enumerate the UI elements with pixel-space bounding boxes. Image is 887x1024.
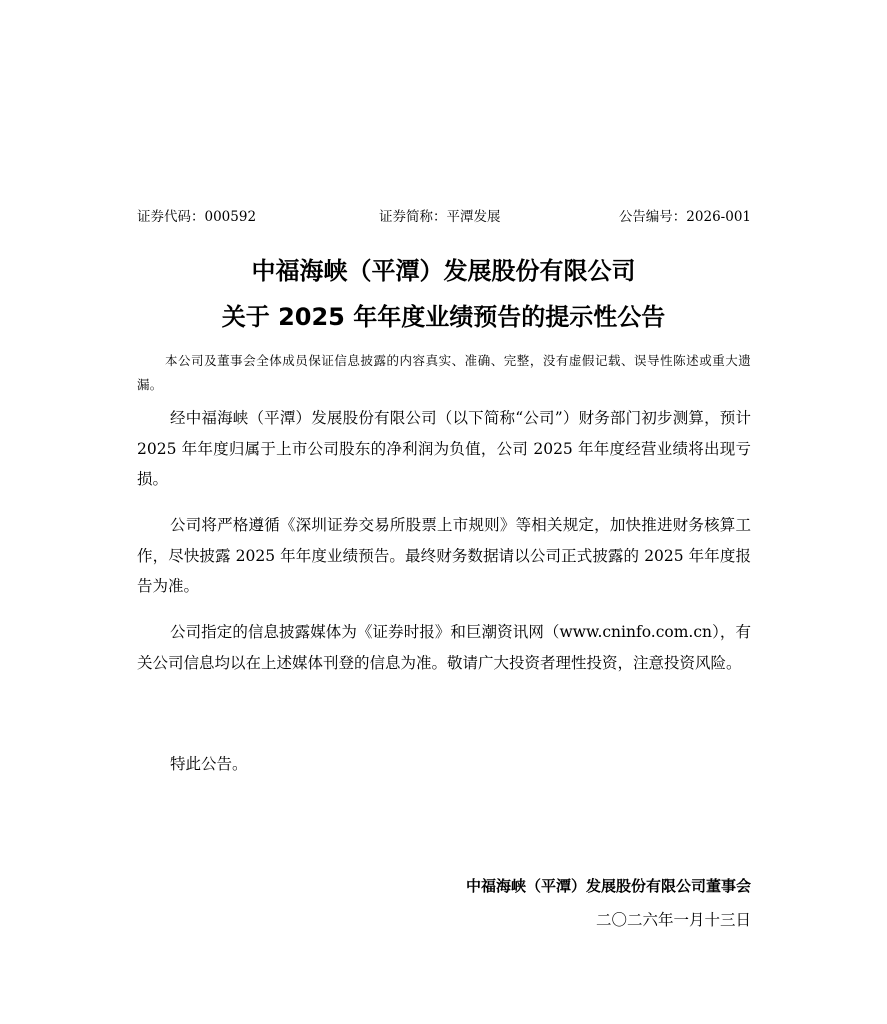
document-title-company: 中福海峡（平潭）发展股份有限公司 [251,257,636,285]
signature-date: 二〇二六年一月十三日 [595,911,751,929]
closing-remark: 特此公告。 [170,755,248,773]
announcement-number: 公告编号：2026-001 [618,209,751,225]
signature-signer: 中福海峡（平潭）发展股份有限公司董事会 [465,877,751,895]
body-paragraph: 公司指定的信息披露媒体为《证券时报》和巨潮资讯网（www.cninfo.com.cn），有关公司信息均以在上述媒体刊登的信息为准。敬请广大投资者理性投资，注意投资风险。 [137,623,751,672]
document-title-subject: 关于 2025 年年度业绩预告的提示性公告 [221,303,666,331]
body-paragraph: 经中福海峡（平潭）发展股份有限公司（以下简称“公司”）财务部门初步测算，预计 2025 年年度归属于上市公司股东的净利润为负值，公司 2025 年年度经营业绩将出现亏损。 [137,409,751,488]
securities-abbreviation: 证券简称：平潭发展 [379,209,501,225]
board-declaration: 本公司及董事会全体成员保证信息披露的内容真实、准确、完整，没有虚假记载、误导性陈述或重大遗漏。 [137,353,751,392]
securities-code: 证券代码：000592 [137,209,257,225]
announcement-header [137,207,751,227]
body-paragraph: 公司将严格遵循《深圳证券交易所股票上市规则》等相关规定，加快推进财务核算工作，尽快披露 2025 年年度业绩预告。最终财务数据请以公司正式披露的 2025 年年度报告为准。 [137,516,751,595]
